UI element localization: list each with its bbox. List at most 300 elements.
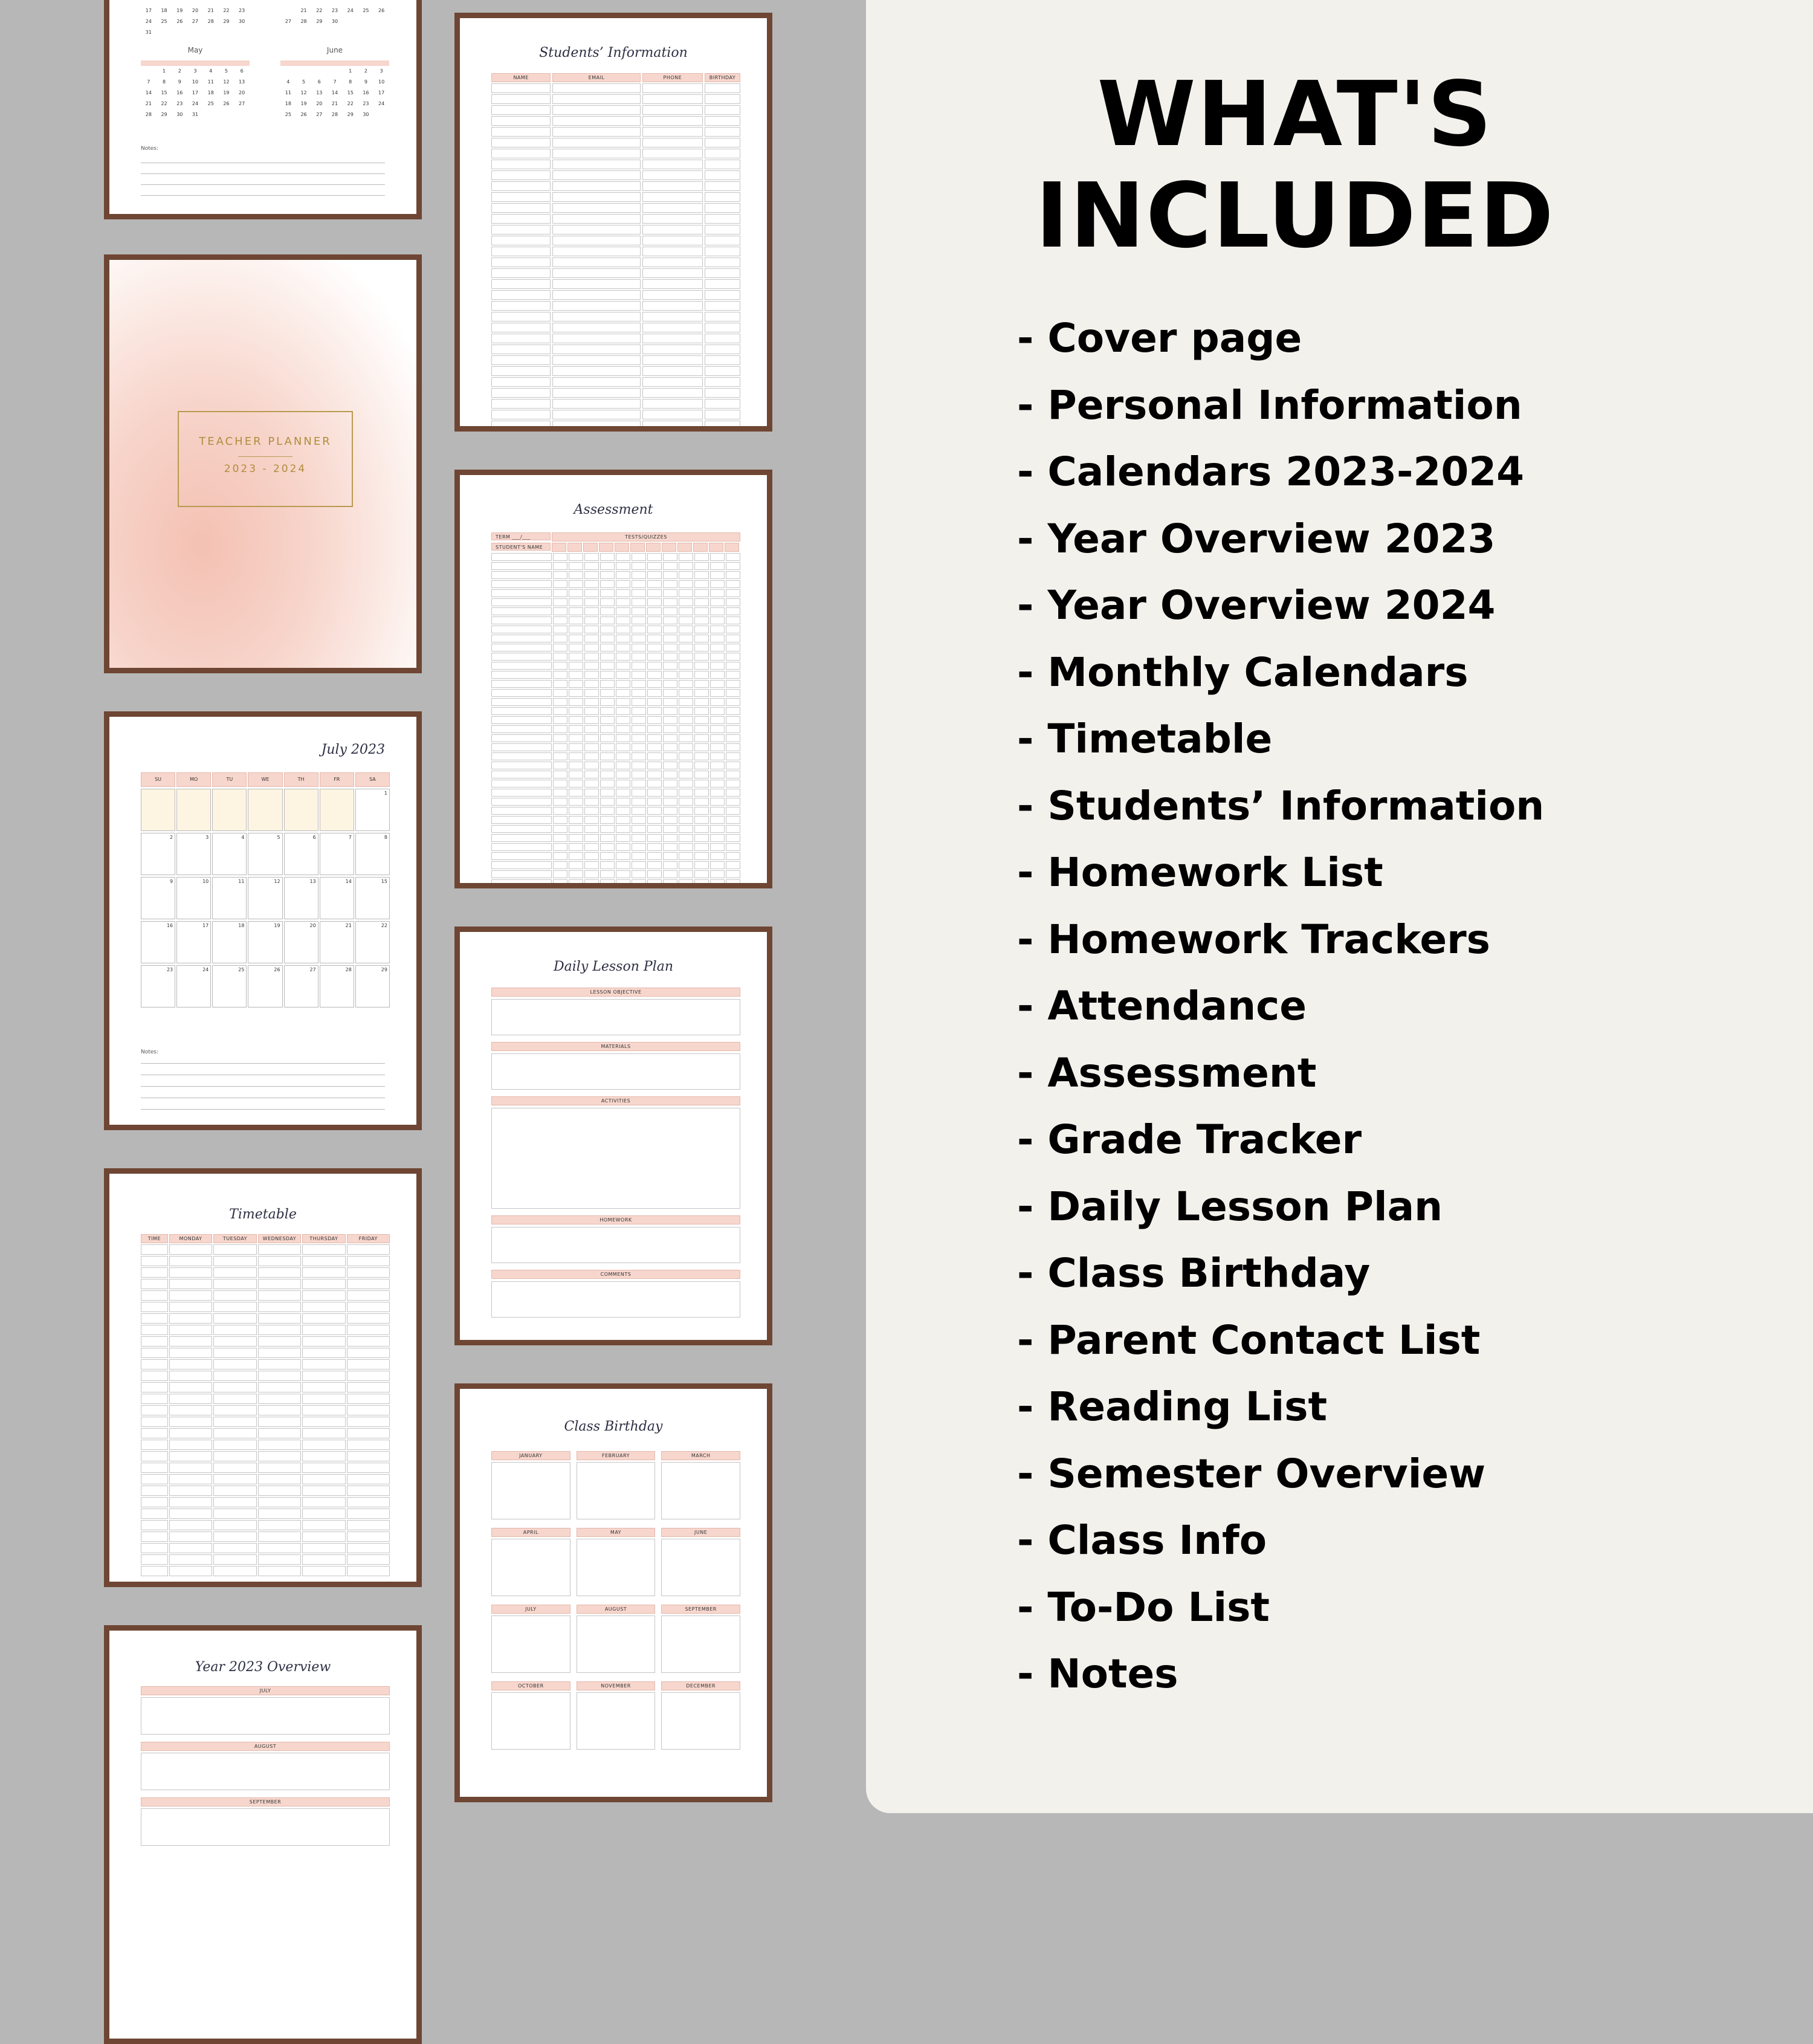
page-title: Students’ Information [539, 45, 688, 60]
timetable-cell [169, 1244, 212, 1255]
timetable-cell [213, 1428, 256, 1438]
score-cell [710, 553, 725, 561]
score-cell [584, 553, 599, 561]
day-cell[interactable]: 28 [320, 965, 354, 1007]
score-cell [600, 571, 615, 579]
timetable-row [141, 1486, 390, 1496]
timetable-cell [302, 1359, 345, 1370]
timetable-cell [347, 1336, 390, 1347]
day-cell[interactable]: 23 [141, 965, 175, 1007]
score-cell [663, 825, 677, 833]
score-cell [710, 870, 725, 878]
month-box [661, 1539, 740, 1596]
timetable-cell [141, 1256, 168, 1266]
included-item: - Class Birthday [1017, 1250, 1371, 1296]
calendar-day: 1 [163, 68, 166, 74]
score-cell [694, 607, 709, 615]
timetable-cell [141, 1554, 168, 1565]
timetable-cell [169, 1509, 212, 1519]
included-item: - Personal Information [1017, 381, 1522, 429]
day-cell[interactable]: 7 [320, 833, 354, 875]
score-cell [694, 553, 709, 561]
students-row [491, 160, 740, 169]
score-cell [679, 870, 693, 878]
calendar-day: 8 [163, 79, 166, 85]
birthday-month [661, 1528, 740, 1596]
score-cell [569, 698, 583, 706]
student-name-cell [491, 834, 552, 842]
students-cell [642, 410, 703, 419]
day-cell[interactable]: 20 [284, 921, 318, 963]
score-cell [647, 752, 662, 760]
day-cell[interactable]: 19 [248, 921, 282, 963]
score-cell [553, 762, 567, 769]
score-cell [726, 789, 740, 797]
day-cell[interactable]: 8 [355, 833, 390, 875]
assessment-row [491, 644, 740, 652]
day-cell[interactable]: 21 [320, 921, 354, 963]
score-cell [632, 680, 646, 688]
score-cell [647, 716, 662, 724]
calendar-day: 22 [316, 8, 323, 13]
score-cell [679, 762, 693, 769]
included-item: - Year Overview 2023 [1017, 515, 1496, 562]
calendar-day: 16 [176, 90, 183, 95]
timetable-cell [169, 1267, 212, 1278]
assessment-row [491, 743, 740, 751]
score-cell [694, 743, 709, 751]
score-cell [663, 598, 677, 606]
score-cell [569, 780, 583, 788]
score-cell [584, 698, 599, 706]
students-cell [705, 83, 740, 93]
students-cell [491, 149, 551, 158]
timetable-cell [302, 1279, 345, 1289]
score-cell [710, 789, 725, 797]
students-cell [705, 225, 740, 234]
calendar-day: 15 [161, 90, 167, 95]
timetable-cell [258, 1509, 301, 1519]
students-cell [552, 290, 640, 300]
birthday-month [491, 1451, 570, 1519]
students-cell [642, 366, 703, 376]
score-cell [726, 780, 740, 788]
score-cell [726, 662, 740, 670]
timetable-cell [141, 1543, 168, 1553]
calendar-day: 18 [207, 90, 214, 95]
day-cell[interactable]: 5 [248, 833, 282, 875]
score-cell [647, 725, 662, 733]
score-cell [679, 707, 693, 715]
score-cell [679, 771, 693, 778]
students-cell [705, 127, 740, 137]
day-cell[interactable]: 9 [141, 877, 175, 919]
timetable-row [141, 1371, 390, 1381]
day-cell[interactable]: 25 [212, 965, 247, 1007]
students-row [491, 344, 740, 354]
timetable-row [141, 1509, 390, 1519]
timetable-cell [302, 1566, 345, 1576]
timetable-cell [258, 1302, 301, 1312]
day-cell[interactable]: 22 [355, 921, 390, 963]
mini-calendar-top-left [141, 5, 250, 38]
score-cell [679, 716, 693, 724]
students-cell [642, 203, 703, 213]
students-cell [491, 312, 551, 322]
students-cell [491, 127, 551, 137]
score-cell [663, 571, 677, 579]
score-cell [553, 780, 567, 788]
students-cell [642, 355, 703, 365]
students-cell [642, 279, 703, 289]
included-item: - Calendars 2023-2024 [1017, 448, 1525, 495]
timetable-row [141, 1279, 390, 1289]
timetable-cell [302, 1405, 345, 1415]
score-cell [616, 626, 630, 633]
timetable-cell [213, 1417, 256, 1427]
calendar-day: 21 [145, 101, 152, 106]
score-cell [663, 852, 677, 860]
score-cell [553, 626, 567, 633]
section-box [491, 1053, 740, 1090]
day-cell [212, 789, 247, 831]
score-cell [553, 671, 567, 679]
assessment-subheader [491, 543, 740, 552]
students-cell [491, 268, 551, 278]
day-cell[interactable]: 2 [141, 833, 175, 875]
score-cell [569, 789, 583, 797]
assessment-row [491, 789, 740, 797]
section-header: HOMEWORK [491, 1215, 740, 1224]
timetable-cell [347, 1463, 390, 1473]
timetable-cell [302, 1554, 345, 1565]
students-row [491, 94, 740, 104]
column-header: WEDNESDAY [258, 1234, 301, 1243]
day-cell[interactable]: 15 [355, 877, 390, 919]
day-cell[interactable]: 3 [176, 833, 211, 875]
score-cell [647, 834, 662, 842]
students-cell [552, 334, 640, 343]
page-july-2023 [104, 711, 422, 1130]
students-cell [705, 94, 740, 104]
students-cell [491, 421, 551, 430]
score-header-cell [567, 543, 582, 552]
timetable-cell [347, 1440, 390, 1450]
score-cell [647, 798, 662, 806]
score-cell [726, 725, 740, 733]
timetable-cell [258, 1440, 301, 1450]
score-cell [632, 626, 646, 633]
day-cell[interactable]: 12 [248, 877, 282, 919]
day-cell[interactable]: 10 [176, 877, 211, 919]
score-cell [726, 771, 740, 778]
score-cell [584, 644, 599, 652]
day-cell[interactable]: 29 [355, 965, 390, 1007]
students-cell [552, 257, 640, 267]
score-cell [679, 635, 693, 642]
assessment-row [491, 762, 740, 769]
score-cell [600, 734, 615, 742]
score-cell [600, 607, 615, 615]
birthday-month [491, 1605, 570, 1673]
score-cell [553, 644, 567, 652]
score-cell [679, 607, 693, 615]
birthday-month [577, 1605, 656, 1673]
calendar-day: 23 [176, 101, 183, 106]
students-cell [642, 344, 703, 354]
score-cell [616, 743, 630, 751]
score-cell [553, 689, 567, 697]
score-cell [694, 807, 709, 815]
month-box [491, 1539, 570, 1596]
timetable-cell [302, 1543, 345, 1553]
score-cell [710, 607, 725, 615]
students-cell [642, 116, 703, 126]
score-cell [553, 798, 567, 806]
timetable-cell [347, 1474, 390, 1484]
weekday-header: TH [284, 772, 318, 787]
score-cell [663, 789, 677, 797]
students-table [491, 73, 740, 432]
students-cell [552, 214, 640, 224]
day-cell[interactable]: 24 [176, 965, 211, 1007]
timetable-cell [169, 1428, 212, 1438]
score-header-cell [630, 543, 645, 552]
calendar-day: 22 [223, 8, 230, 13]
calendar-day: 13 [239, 79, 245, 85]
score-cell [569, 562, 583, 570]
birthday-month [491, 1528, 570, 1596]
score-cell [710, 635, 725, 642]
score-cell [584, 616, 599, 624]
score-cell [600, 716, 615, 724]
score-cell [584, 843, 599, 851]
calendar-day: 25 [363, 8, 369, 13]
score-cell [553, 680, 567, 688]
student-name-cell [491, 662, 552, 670]
score-cell [569, 598, 583, 606]
student-name-cell [491, 644, 552, 652]
score-cell [632, 816, 646, 824]
score-cell [647, 589, 662, 597]
score-cell [679, 852, 693, 860]
calendar-day: 25 [161, 19, 167, 24]
timetable-cell [169, 1554, 212, 1565]
day-cell[interactable]: 18 [212, 921, 247, 963]
timetable-cell [347, 1566, 390, 1576]
students-row [491, 399, 740, 409]
timetable-cell [141, 1290, 168, 1301]
score-cell [632, 798, 646, 806]
timetable-cell [141, 1417, 168, 1427]
score-cell [632, 861, 646, 869]
students-cell [705, 203, 740, 213]
timetable-row [141, 1566, 390, 1576]
timetable-cell [347, 1279, 390, 1289]
day-cell[interactable]: 14 [320, 877, 354, 919]
score-cell [569, 680, 583, 688]
score-cell [710, 571, 725, 579]
score-cell [632, 734, 646, 742]
month-name-may: May [187, 46, 203, 54]
calendar-day: 10 [378, 79, 385, 85]
score-cell [726, 616, 740, 624]
calendar-day: 29 [316, 19, 323, 24]
month-box [491, 1615, 570, 1673]
section-box [491, 1281, 740, 1318]
score-cell [584, 852, 599, 860]
score-cell [726, 580, 740, 588]
timetable-cell [258, 1405, 301, 1415]
assessment-row [491, 816, 740, 824]
month-name-june: June [326, 46, 343, 54]
assessment-row [491, 607, 740, 615]
score-cell [710, 598, 725, 606]
timetable-cell [302, 1325, 345, 1335]
students-row [491, 257, 740, 267]
weekday-header: WE [248, 772, 282, 787]
score-cell [553, 816, 567, 824]
score-cell [679, 743, 693, 751]
cover-title: TEACHER PLANNER [199, 435, 332, 448]
score-cell [553, 807, 567, 815]
students-cell [705, 377, 740, 387]
students-cell [705, 344, 740, 354]
timetable-cell [213, 1509, 256, 1519]
page-year-overview [104, 1625, 422, 2044]
score-cell [647, 689, 662, 697]
students-cell [552, 83, 640, 93]
score-cell [726, 861, 740, 869]
students-cell [491, 170, 551, 180]
assessment-row [491, 798, 740, 806]
score-cell [710, 879, 725, 887]
score-cell [663, 553, 677, 561]
students-cell [552, 312, 640, 322]
day-cell[interactable]: 26 [248, 965, 282, 1007]
day-cell[interactable]: 6 [284, 833, 318, 875]
timetable-cell [141, 1531, 168, 1542]
assessment-row [491, 698, 740, 706]
student-name-cell [491, 653, 552, 661]
calendar-day: 29 [347, 112, 354, 117]
day-cell[interactable]: 4 [212, 833, 247, 875]
score-cell [647, 644, 662, 652]
score-cell [710, 762, 725, 769]
students-cell [642, 181, 703, 191]
calendar-day: 30 [176, 112, 183, 117]
timetable-row [141, 1428, 390, 1438]
score-cell [553, 716, 567, 724]
score-cell [616, 653, 630, 661]
students-cell [642, 421, 703, 430]
timetable-cell [258, 1359, 301, 1370]
score-cell [569, 644, 583, 652]
day-cell[interactable]: 27 [284, 965, 318, 1007]
students-cell [705, 312, 740, 322]
score-cell [616, 861, 630, 869]
score-cell [710, 671, 725, 679]
students-cell [491, 94, 551, 104]
student-name-cell [491, 553, 552, 561]
day-cell[interactable]: 1 [355, 789, 390, 831]
weekday-header: TU [212, 772, 247, 787]
score-cell [663, 662, 677, 670]
column-header: MONDAY [169, 1234, 212, 1243]
calendar-day: 16 [363, 90, 369, 95]
timetable-row [141, 1451, 390, 1461]
score-cell [726, 671, 740, 679]
assessment-row [491, 553, 740, 561]
score-cell [694, 798, 709, 806]
included-item: - Year Overview 2024 [1017, 582, 1496, 629]
score-cell [584, 734, 599, 742]
day-cell[interactable]: 16 [141, 921, 175, 963]
score-cell [663, 589, 677, 597]
month-header: JUNE [661, 1528, 740, 1537]
timetable-cell [302, 1463, 345, 1473]
score-cell [647, 680, 662, 688]
score-cell [600, 843, 615, 851]
birthday-month [577, 1681, 656, 1750]
score-cell [553, 698, 567, 706]
students-cell [642, 94, 703, 104]
score-cell [663, 689, 677, 697]
students-row [491, 279, 740, 289]
month-box [577, 1615, 656, 1673]
assessment-row [491, 626, 740, 633]
timetable-cell [141, 1509, 168, 1519]
students-cell [491, 366, 551, 376]
timetable-cell [302, 1302, 345, 1312]
score-cell [679, 589, 693, 597]
cover-title-box [178, 411, 353, 507]
students-cell [642, 268, 703, 278]
students-cell [552, 377, 640, 387]
score-cell [647, 616, 662, 624]
score-cell [632, 852, 646, 860]
score-cell [616, 689, 630, 697]
score-cell [600, 589, 615, 597]
calendar-day: 24 [378, 101, 385, 106]
day-cell[interactable]: 13 [284, 877, 318, 919]
score-cell [553, 562, 567, 570]
score-cell [726, 626, 740, 633]
score-cell [632, 716, 646, 724]
month-box [661, 1692, 740, 1750]
score-cell [553, 616, 567, 624]
students-cell [552, 301, 640, 311]
score-cell [553, 771, 567, 778]
score-cell [710, 580, 725, 588]
score-cell [710, 616, 725, 624]
score-header-cell [709, 543, 723, 552]
day-cell[interactable]: 11 [212, 877, 247, 919]
timetable-cell [302, 1509, 345, 1519]
calendar-day: 17 [145, 8, 152, 13]
score-cell [694, 671, 709, 679]
calendar-day: 1 [349, 68, 352, 74]
score-cell [584, 707, 599, 715]
score-cell [726, 762, 740, 769]
timetable-cell [347, 1256, 390, 1266]
score-cell [569, 616, 583, 624]
day-cell[interactable]: 17 [176, 921, 211, 963]
score-cell [679, 562, 693, 570]
students-row [491, 301, 740, 311]
score-header-cell [615, 543, 629, 552]
calendar-day: 26 [176, 19, 183, 24]
